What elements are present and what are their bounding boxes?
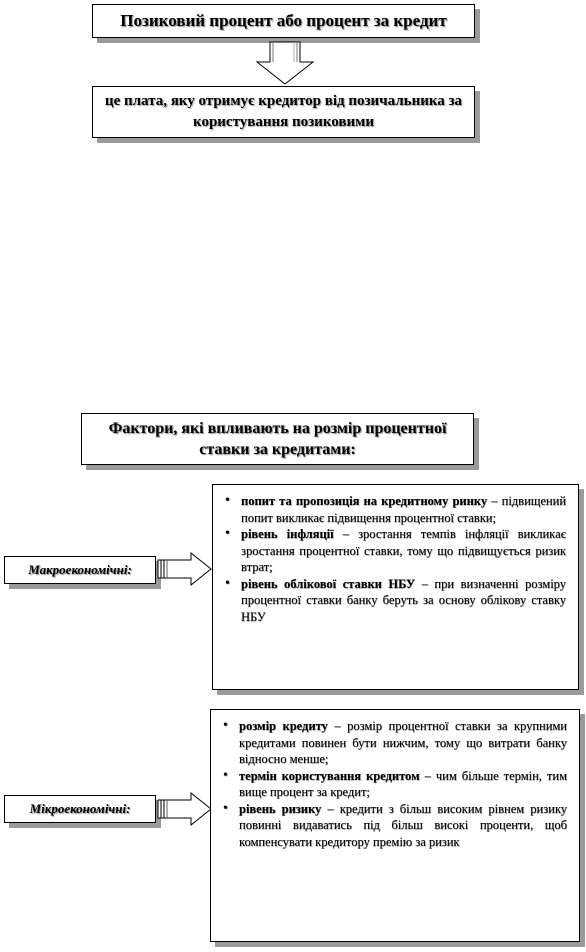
- arrow-down-icon: [253, 40, 317, 86]
- macro-label-box: [4, 556, 156, 584]
- list-item: • попит та пропозиція на кредитному ринку – підвищений попит викликає підвищення процентної ставки;: [241, 493, 566, 526]
- micro-factors-list: [210, 709, 580, 942]
- arrow-right-icon: [157, 792, 213, 826]
- list-item: • рівень інфляції – зростання темпів інфляції викликає зростання процентної ставки, тому що підвищується ризик втрат;: [241, 526, 566, 576]
- definition-box: [92, 86, 475, 138]
- factors-box: [81, 413, 474, 465]
- list-item: • розмір кредиту – розмір процентної ставки за крупними кредитами повинен бути нижчим, тому що витрати банку відносно менше;: [239, 718, 567, 768]
- list-item: • термін користування кредитом – чим більше термін, тим вище процент за кредит;: [239, 768, 567, 801]
- factors-title: Фактори, які впливають на розмір процентної ставки за кредитами:: [108, 420, 447, 458]
- title-box: [92, 4, 475, 38]
- definition-text: це плата, яку отримує кредитор від позичальника за користування позиковими: [104, 93, 463, 130]
- arrow-right-icon: [157, 552, 213, 586]
- micro-label-box: [4, 795, 156, 823]
- macro-label: Макроекономічні:: [28, 562, 132, 577]
- list-item: • рівень ризику – кредити з більш високим рівнем ризику повинні видаватись під більш високі проценти, щоб компенсувати кредитору премію за ризик: [239, 801, 567, 851]
- title-text: Позиковий процент або процент за кредит: [120, 11, 447, 30]
- list-item: • рівень облікової ставки НБУ – при визначенні розміру процентної ставки банку беруть за основу облікову ставку НБУ: [241, 576, 566, 626]
- micro-label: Мікроекономічні:: [29, 801, 131, 816]
- macro-factors-list: [212, 484, 579, 690]
